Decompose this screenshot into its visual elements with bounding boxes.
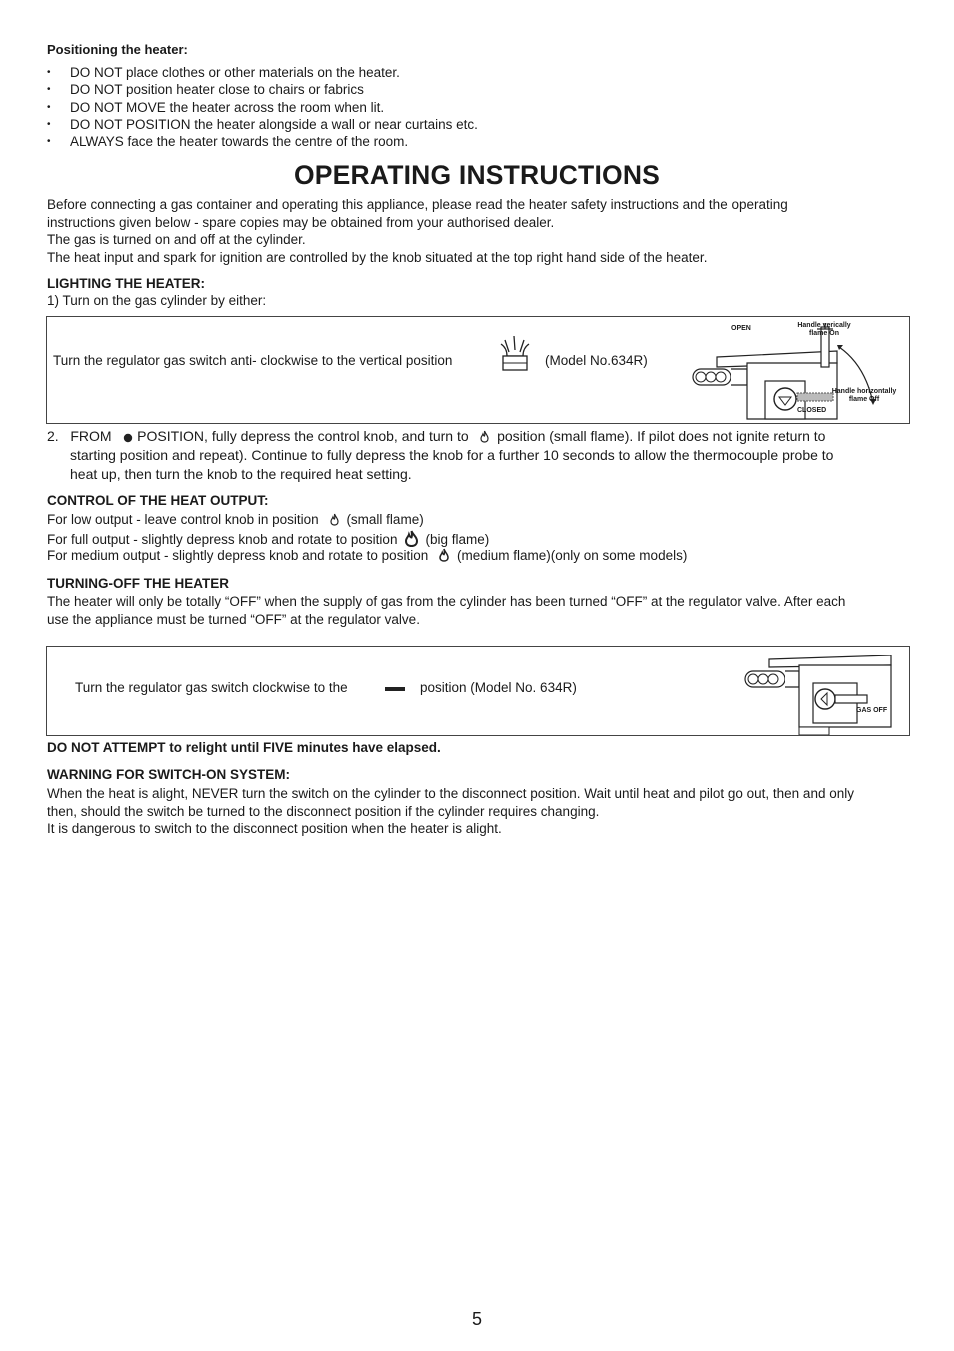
relight-warning: DO NOT ATTEMPT to relight until FIVE minutes have elapsed. bbox=[47, 740, 441, 755]
regulator-handle-vertical-icon bbox=[497, 334, 533, 374]
lighting-step-2-line-3: heat up, then turn the knob to the required heat setting. bbox=[70, 466, 412, 482]
control-full: For full output - slightly depress knob and rotate to position (big flame) bbox=[47, 532, 490, 547]
switch-warning-heading: WARNING FOR SWITCH-ON SYSTEM: bbox=[47, 767, 290, 782]
regulator-on-model: (Model No.634R) bbox=[545, 353, 648, 368]
page-title: OPERATING INSTRUCTIONS bbox=[293, 160, 661, 190]
diagram-open-label: OPEN bbox=[731, 325, 751, 332]
regulator-off-box bbox=[46, 646, 910, 736]
small-flame-icon bbox=[330, 513, 339, 526]
diagram-gas-off-label: GAS OFF bbox=[856, 707, 888, 714]
turning-off-paragraph: The heater will only be totally “OFF” when the supply of gas from the cylinder has been turned “OFF” at the regulator valve. After each use the appliance must be turned “OFF” at the regulator valve. bbox=[47, 594, 846, 627]
control-medium: For medium output - slightly depress knob and rotate to position (medium flame)(only on some models) bbox=[47, 548, 688, 563]
lighting-step-2-line-2: starting position and repeat). Continue to fully depress the knob for a further 10 seconds to allow the thermocouple probe to bbox=[70, 447, 834, 463]
off-position-dot-icon bbox=[123, 433, 133, 443]
turning-off-heading: TURNING-OFF THE HEATER bbox=[47, 576, 229, 591]
page-number: 5 bbox=[471, 1309, 482, 1329]
diagram-closed-label: CLOSED bbox=[797, 407, 827, 414]
regulator-on-box bbox=[46, 316, 910, 424]
regulator-on-text: Turn the regulator gas switch anti- clockwise to the vertical position bbox=[53, 353, 453, 368]
diagram-handle-horizontal-label: Handle horizontally flame Off bbox=[831, 388, 897, 403]
switch-warning-paragraph: When the heat is alight, NEVER turn the switch on the cylinder to the disconnect position. Wait until heat and pilot go out, then and only then, should the switch be turned to the disconnect position if the cylinder requires changing. It is dangerous to switch to the disconnect position when the heater is alight. bbox=[47, 786, 854, 836]
control-low: For low output - leave control knob in position (small flame) bbox=[47, 512, 424, 527]
list-item: • ALWAYS face the heater towards the centre of the room. bbox=[47, 134, 409, 150]
small-flame-icon bbox=[480, 430, 489, 443]
regulator-off-text: Turn the regulator gas switch clockwise to the bbox=[75, 680, 348, 695]
off-position-dash-icon bbox=[385, 687, 405, 691]
control-heading: CONTROL OF THE HEAT OUTPUT: bbox=[47, 493, 269, 508]
list-item: • DO NOT position heater close to chairs or fabrics bbox=[47, 82, 364, 98]
list-item: • DO NOT MOVE the heater across the room when lit. bbox=[47, 99, 385, 115]
list-item: • DO NOT POSITION the heater alongside a wall or near curtains etc. bbox=[47, 116, 478, 132]
regulator-gas-off-diagram bbox=[741, 655, 901, 735]
list-item: • DO NOT place clothes or other materials on the heater. bbox=[47, 65, 400, 80]
diagram-handle-vertical-label: Handle verically flame On bbox=[797, 322, 851, 337]
lighting-step-1: 1) Turn on the gas cylinder by either: bbox=[47, 293, 267, 308]
regulator-off-model: position (Model No. 634R) bbox=[420, 680, 577, 695]
positioning-list bbox=[47, 64, 478, 150]
medium-flame-icon bbox=[439, 548, 449, 562]
lighting-heading: LIGHTING THE HEATER: bbox=[47, 276, 205, 291]
positioning-heading: Positioning the heater: bbox=[47, 42, 188, 57]
intro-paragraph: Before connecting a gas container and operating this appliance, please read the heater safety instructions and the operating instructions given below - spare copies may be obtained from your authorised dealer. The gas is turned on and off at the cylinder. The heat input and spark for ignition are controlled by the knob situated at the top right hand side of the heater. bbox=[47, 197, 788, 265]
big-flame-icon bbox=[405, 530, 418, 547]
lighting-step-2: 2. FROM POSITION, fully depress the control knob, and turn to position (small flame). If pilot does not ignite return to bbox=[47, 428, 826, 444]
